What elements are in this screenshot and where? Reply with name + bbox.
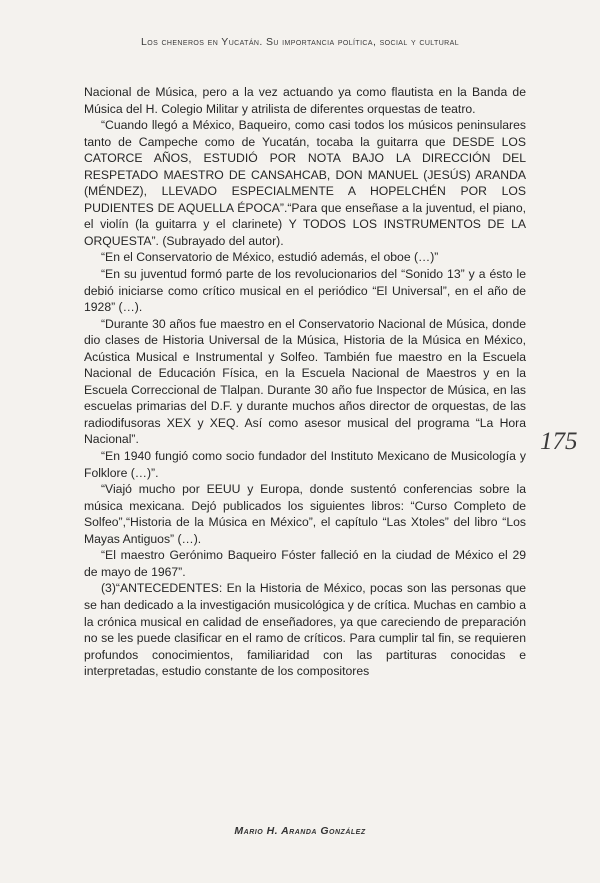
paragraph: “Durante 30 años fue maestro en el Conservatorio Nacional de Música, donde dio clases de Historia Universal de la Música, Historia de la Música en México, Acústica Musical e Instrumental y Solfeo. También fue maestro en la Escuela Nacional de Educación Física, en la Escuela Nacional de Maestros y en la Escuela Correccional de Tlalpan. Durante 30 año fue Inspector de Música, en las escuelas primarias del D.F. y durante muchos años director de orquestas, de las radiodifusoras XEX y XEQ. Así como asesor musical del programa “La Hora Nacional”. bbox=[84, 316, 526, 447]
paragraph: “En el Conservatorio de México, estudió además, el oboe (…)” bbox=[101, 250, 439, 265]
paragraph: Nacional de Música, pero a la vez actuando ya como flautista en la Banda de Música del H. Colegio Militar y atrilista de diferentes orquestas de teatro. bbox=[84, 85, 526, 116]
body-text bbox=[84, 84, 526, 680]
paragraph: “En 1940 fungió como socio fundador del Instituto Mexicano de Musicología y Folklore (…)”. bbox=[84, 449, 526, 480]
page-number: 175 bbox=[540, 428, 578, 455]
paragraph: (3)“ANTECEDENTES: En la Historia de México, pocas son las personas que se han dedicado a la investigación musicológica y de crítica. Muchas en cambio a la crónica musical en calidad de enseñadores, ya que careciendo de preparación no se les puede clasificar en el ramo de críticos. Para cumplir tal fin, se requieren profundos conocimientos, familiaridad con las partituras conocidas e interpretadas, estudio constante de los compositores bbox=[84, 581, 526, 679]
paragraph: “Viajó mucho por EEUU y Europa, donde sustentó conferencias sobre la música mexicana. Dejó publicados los siguientes libros: “Curso Completo de Solfeo”,“Historia de la Música en México”, el capítulo “Las Xtoles” del libro “Los Mayas Antiguos” (…). bbox=[84, 482, 526, 546]
running-footer: Mario H. Aranda González bbox=[234, 825, 366, 837]
paragraph: “Cuando llegó a México, Baqueiro, como casi todos los músicos peninsulares tanto de Campeche como de Yucatán, tocaba la guitarra que DESDE LOS CATORCE AÑOS, ESTUDIÓ POR NOTA BAJO LA DIRECCIÓN DEL RESPETADO MAESTRO DE CANSAHCAB, DON MANUEL (JESÚS) ARANDA (MÉNDEZ), LLEVADO ESPECIALMENTE A HOPELCHÉN POR LOS PUDIENTES DE AQUELLA ÉPOCA”.“Para que enseñase a la juventud, el piano, el violín (la guitarra y el clarinete) Y TODOS LOS INSTRUMENTOS DE LA ORQUESTA”. (Subrayado del autor). bbox=[84, 118, 526, 248]
paragraph: “El maestro Gerónimo Baqueiro Fóster falleció en la ciudad de México el 29 de mayo de 1967”. bbox=[84, 548, 526, 579]
paragraph: “En su juventud formó parte de los revolucionarios del “Sonido 13” y a ésto le debió iniciarse como crítico musical en el periódico “El Universal”, en el año de 1928” (…). bbox=[84, 267, 526, 315]
running-header: Los cheneros en Yucatán. Su importancia política, social y cultural bbox=[140, 36, 459, 48]
